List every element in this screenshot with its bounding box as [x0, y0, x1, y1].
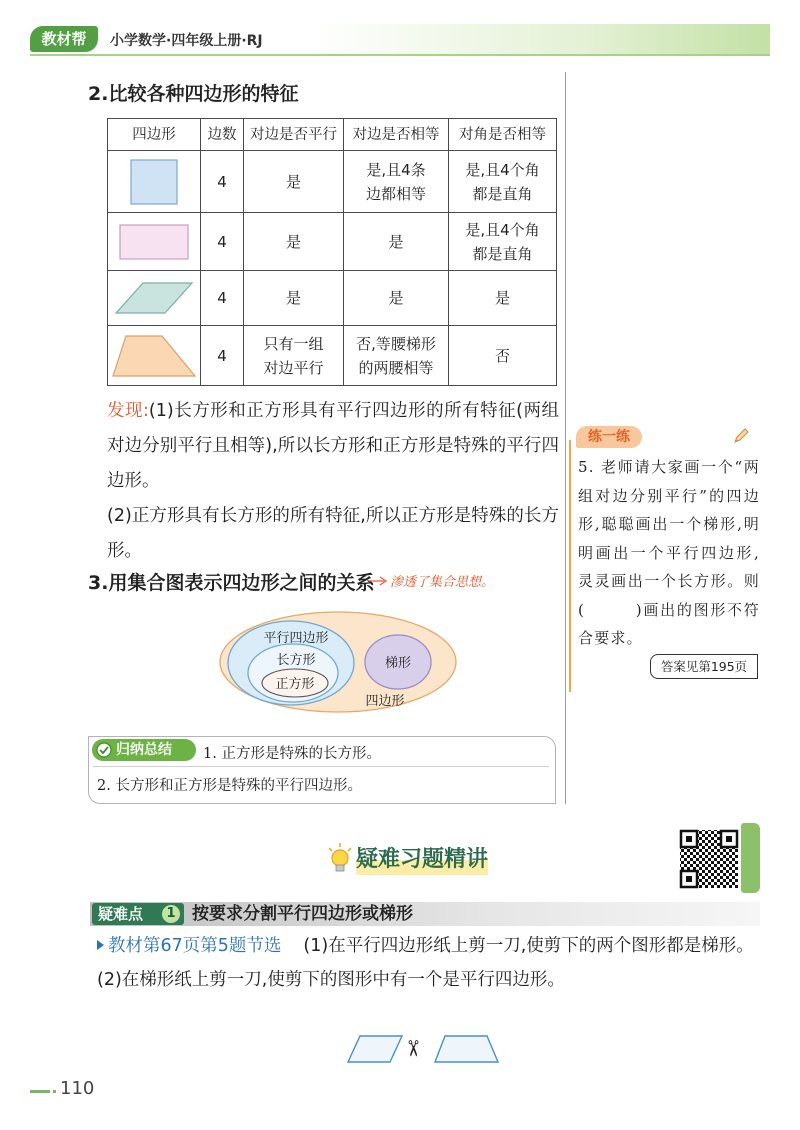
table-row	[108, 213, 557, 271]
table-header: 对边是否平行	[244, 119, 344, 151]
table-cell: 是	[244, 213, 344, 271]
shape-cell	[108, 213, 201, 271]
label-parallelogram: 平行四边形	[263, 631, 329, 646]
check-circle-icon	[96, 742, 112, 758]
book-title: 小学数学·四年级上册·RJ	[110, 33, 263, 49]
table-row	[108, 271, 557, 326]
qr-code	[678, 828, 740, 890]
discovery-label: 发现:	[107, 401, 149, 421]
hard-point-heading: 按要求分割平行四边形或梯形	[192, 904, 413, 924]
table-header-row	[108, 119, 557, 151]
summary-item: 2. 长方形和正方形是特殊的平行四边形。	[97, 778, 362, 794]
trapezoid-figure	[435, 1036, 498, 1062]
hard-problem-body	[97, 929, 759, 997]
summary-tag-label: 归纳总结	[116, 742, 172, 758]
summary-item: 1. 正方形是特殊的长方形。	[203, 746, 381, 762]
hard-point-band	[90, 902, 760, 926]
table-cell: 否,等腰梯形 的两腰相等	[344, 326, 449, 386]
table-header: 对角是否相等	[449, 119, 557, 151]
margin-note: 渗透了集合思想。	[390, 575, 495, 590]
table-cell: 是	[344, 271, 449, 326]
section-title-sets: 3.用集合图表示四边形之间的关系	[88, 572, 375, 594]
rectangle-shape	[117, 222, 191, 262]
summary-divider	[93, 766, 549, 767]
page-header	[30, 24, 770, 56]
parallelogram-figure	[348, 1036, 402, 1062]
summary-tag	[92, 739, 196, 761]
page-number: 110	[60, 1078, 95, 1099]
brand-badge: 教材帮	[30, 26, 98, 52]
scissors-icon: ✂	[399, 1039, 425, 1058]
table-cell: 否	[449, 326, 557, 386]
problem-question-2: (2)在梯形纸上剪一刀,使剪下的图形中有一个是平行四边形。	[97, 970, 565, 990]
shape-cell	[108, 151, 201, 213]
table-header: 四边形	[108, 119, 201, 151]
triangle-marker-icon	[97, 940, 104, 950]
comparison-table	[107, 118, 557, 386]
problem-question-1: (1)在平行四边形纸上剪一刀,使剪下的两个图形都是梯形。	[303, 936, 754, 956]
problem-part-1	[97, 929, 759, 963]
table-header: 边数	[201, 119, 244, 151]
table-cell: 是	[244, 271, 344, 326]
hard-point-number: 1	[162, 905, 180, 923]
cut-figures	[345, 1030, 505, 1070]
label-quadrilateral: 四边形	[365, 694, 405, 709]
table-cell: 只有一组 对边平行	[244, 326, 344, 386]
table-cell: 4	[201, 326, 244, 386]
discovery-point-2: (2)正方形具有长方形的所有特征,所以正方形是特殊的长方形。	[107, 506, 559, 561]
table-cell: 4	[201, 213, 244, 271]
set-diagram	[215, 606, 460, 716]
pencil-icon	[732, 427, 750, 445]
shape-cell	[108, 326, 201, 386]
arrow-icon	[368, 576, 388, 586]
parallelogram-shape	[113, 280, 195, 316]
practice-tag: 练一练	[576, 426, 642, 448]
problem-source: 教材第67页第5题节选	[108, 936, 282, 956]
discovery-block	[107, 394, 559, 569]
page-number-dot	[53, 1090, 56, 1093]
answer-reference: 答案见第195页	[650, 654, 758, 679]
section-title-compare: 2.比较各种四边形的特征	[88, 83, 299, 105]
shape-cell	[108, 271, 201, 326]
column-divider	[565, 72, 566, 804]
page-number-dash	[30, 1090, 50, 1093]
square-shape	[124, 157, 184, 207]
discovery-point-1	[107, 394, 559, 499]
table-cell: 4	[201, 271, 244, 326]
practice-question: 5. 老师请大家画一个“两组对边分别平行”的四边形,聪聪画出一个梯形,明明画出一个平行四边形,灵灵画出一个长方形。则( )画出的图形不符合要求。	[578, 458, 760, 647]
hard-point-tag-label: 疑难点	[98, 905, 144, 923]
summary-box	[88, 736, 556, 804]
table-row	[108, 326, 557, 386]
table-cell: 是,且4条 边都相等	[344, 151, 449, 213]
hard-section-title: 疑难习题精讲	[356, 845, 488, 875]
table-header: 对边是否相等	[344, 119, 449, 151]
hard-point-tag	[92, 903, 184, 925]
label-square: 正方形	[275, 677, 315, 692]
table-cell: 是,且4个角 都是直角	[449, 151, 557, 213]
lightbulb-icon	[326, 842, 354, 876]
qr-side-tab	[741, 823, 760, 893]
table-cell: 是,且4个角 都是直角	[449, 213, 557, 271]
table-row	[108, 151, 557, 213]
table-cell: 4	[201, 151, 244, 213]
label-rectangle: 长方形	[276, 653, 316, 668]
trapezoid-shape	[110, 333, 198, 379]
table-cell: 是	[344, 213, 449, 271]
table-cell: 是	[449, 271, 557, 326]
table-cell: 是	[244, 151, 344, 213]
practice-side-bar	[569, 440, 571, 692]
discovery-text: (1)长方形和正方形具有平行四边形的所有特征(两组对边分别平行且相等),所以长方形和正方形是特殊的平行四边形。	[107, 401, 559, 491]
label-trapezoid: 梯形	[384, 656, 412, 671]
